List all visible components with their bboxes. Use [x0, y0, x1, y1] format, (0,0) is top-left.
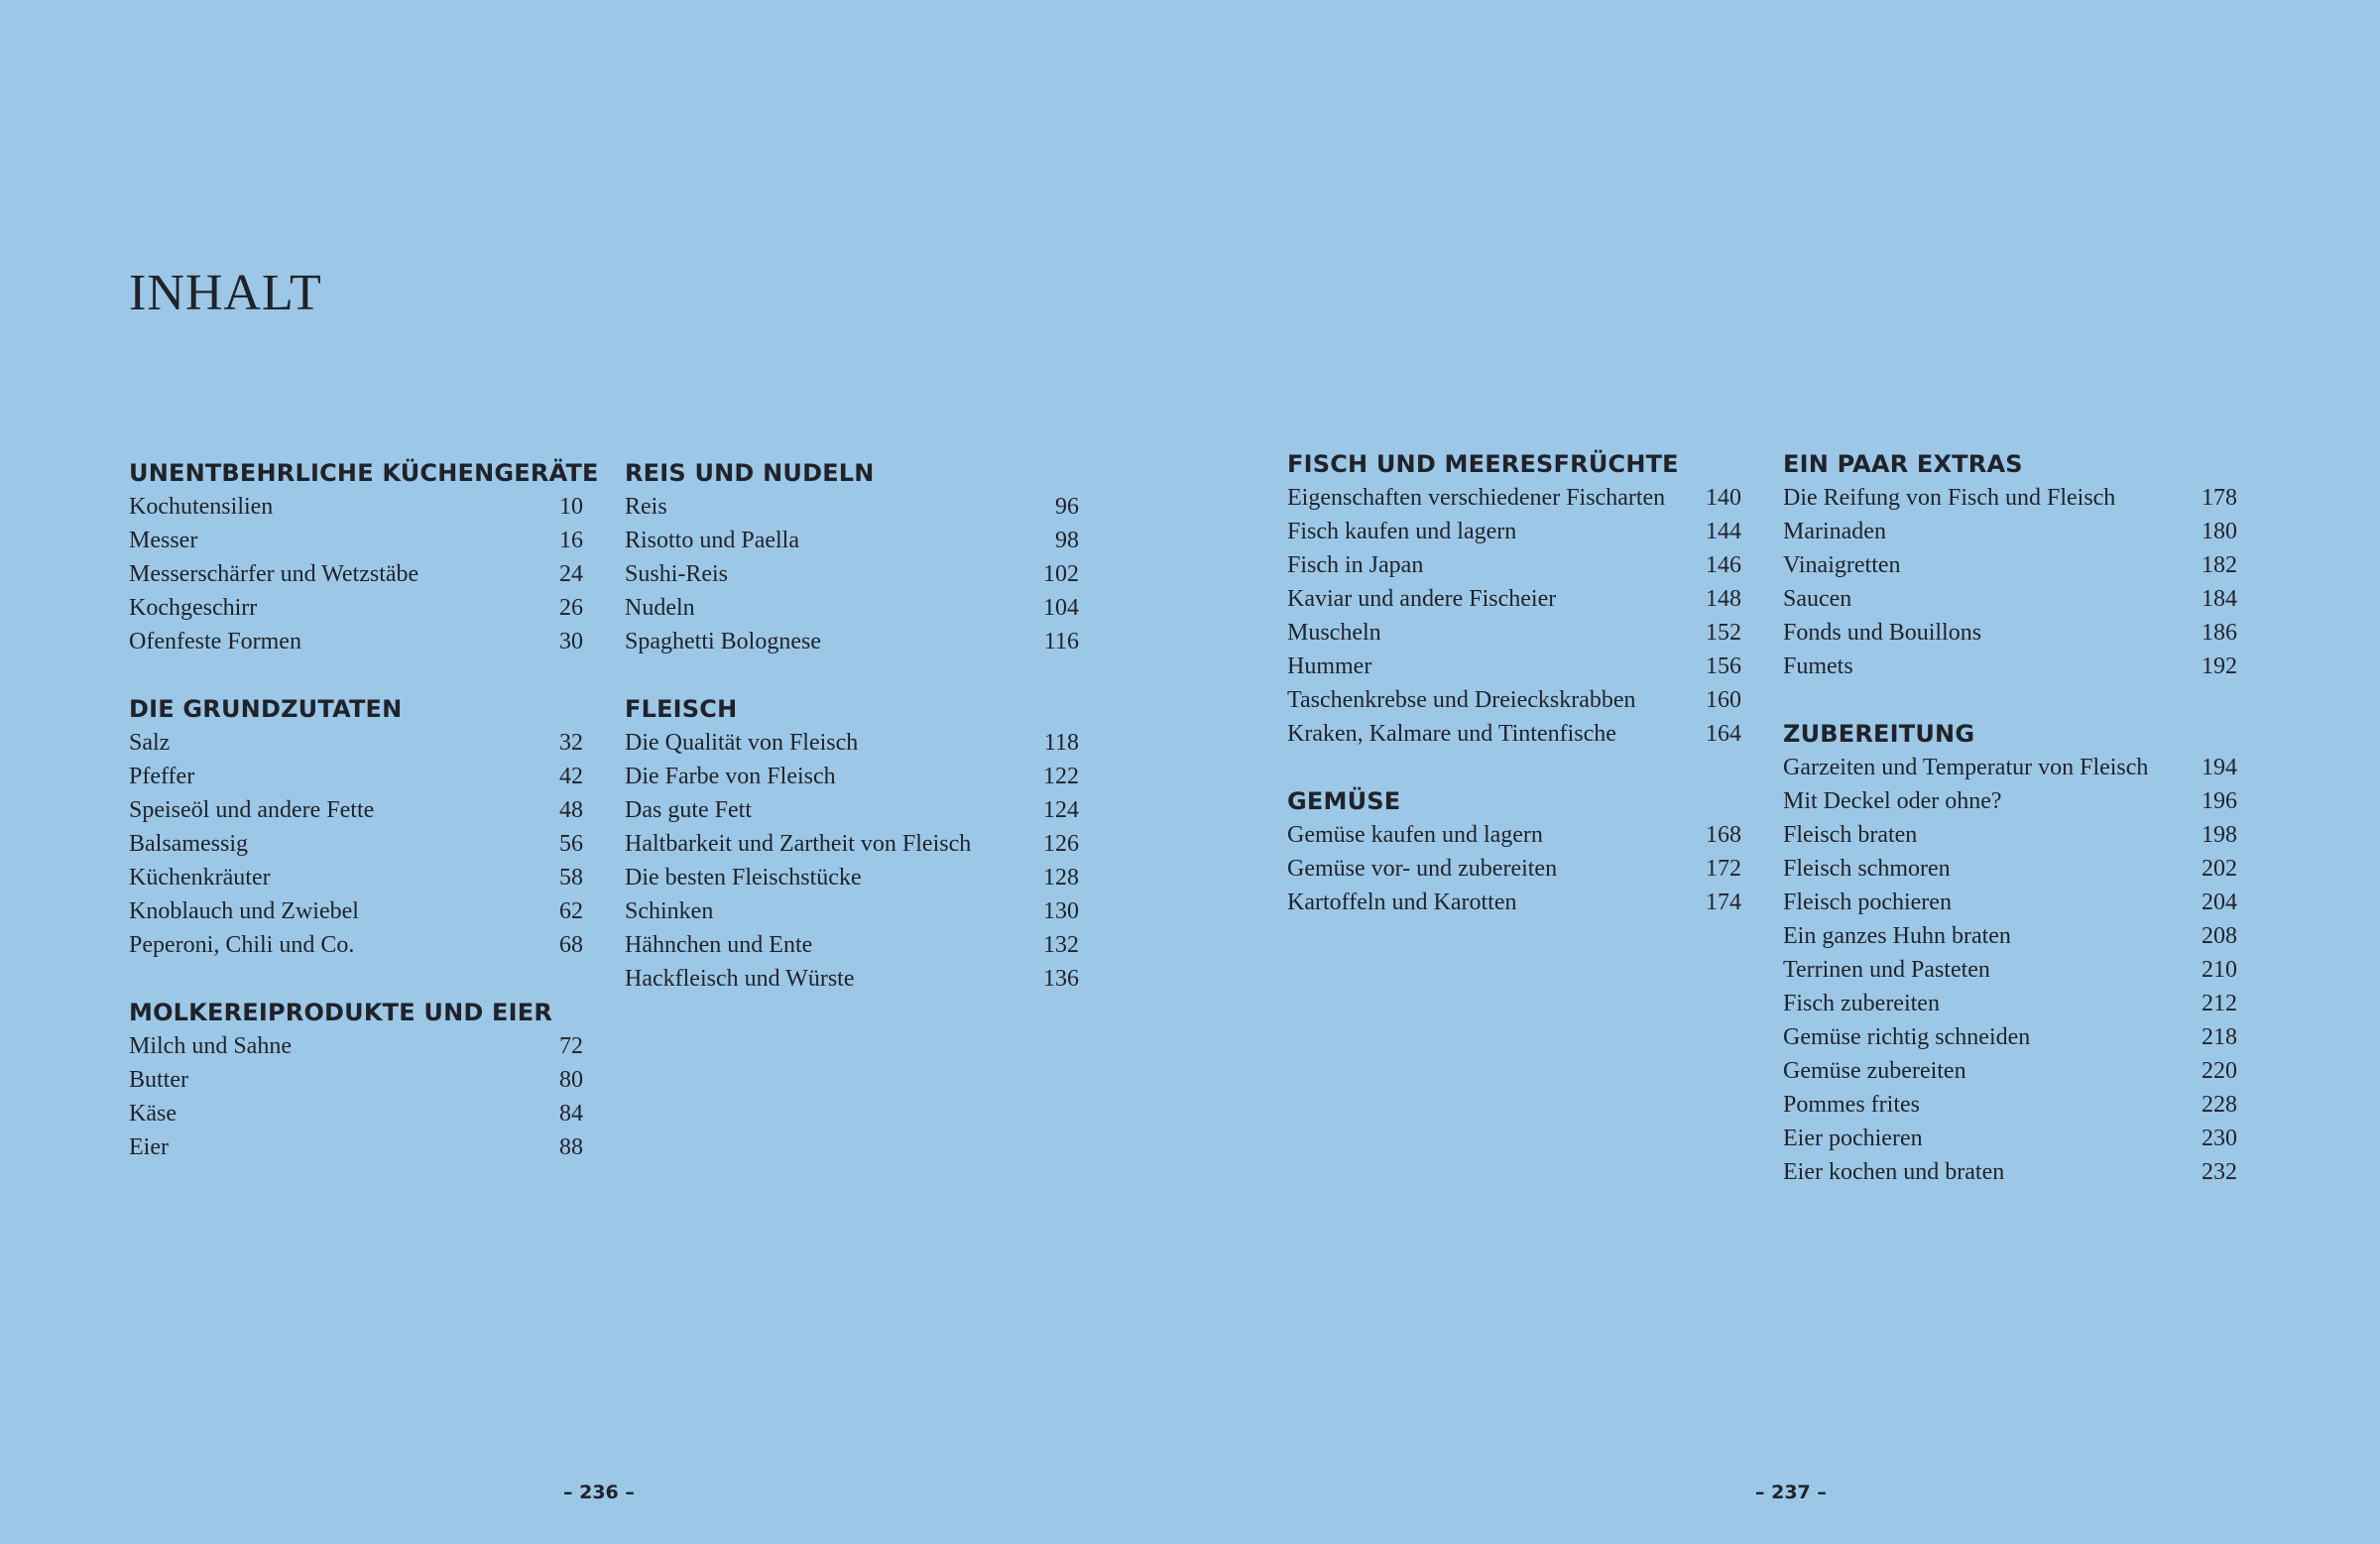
toc-entry-label: Eigenschaften verschiedener Fischarten — [1287, 485, 1666, 511]
toc-entry-label: Gemüse kaufen und lagern — [1287, 822, 1543, 848]
toc-entry-label: Küchenkräuter — [129, 865, 271, 891]
toc-entry-label: Sushi-Reis — [625, 561, 729, 587]
toc-section — [625, 692, 1079, 996]
toc-entry-page-number: 126 — [1043, 831, 1079, 857]
toc-entry-label: Speiseöl und andere Fette — [129, 797, 375, 823]
toc-entry-page-number: 62 — [559, 898, 583, 924]
section-heading: MOLKEREIPRODUKTE UND EIER — [129, 999, 553, 1026]
toc-entry-label: Die Qualität von Fleisch — [625, 730, 859, 756]
toc-entry-label: Ein ganzes Huhn braten — [1783, 923, 2011, 949]
toc-entry-label: Milch und Sahne — [129, 1033, 292, 1059]
toc-entry-label: Fumets — [1783, 653, 1853, 679]
toc-entry-page-number: 102 — [1043, 561, 1079, 587]
toc-entry-page-number: 98 — [1055, 528, 1079, 553]
toc-entry-page-number: 48 — [559, 797, 583, 823]
toc-entry-page-number: 228 — [2202, 1092, 2237, 1118]
section-heading: FISCH UND MEERESFRÜCHTE — [1287, 450, 1679, 478]
toc-entry[interactable] — [129, 827, 583, 861]
toc-entry-page-number: 42 — [559, 764, 583, 789]
toc-entry-label: Fisch zubereiten — [1783, 991, 1940, 1016]
toc-entry[interactable] — [129, 793, 583, 827]
page-number-left: – 236 – — [563, 1482, 635, 1503]
toc-entry-label: Eier kochen und braten — [1783, 1159, 2005, 1185]
toc-entry-page-number: 204 — [2202, 890, 2237, 915]
toc-entry-label: Messerschärfer und Wetzstäbe — [129, 561, 419, 587]
toc-entry-label: Fonds und Bouillons — [1783, 620, 1982, 646]
toc-entry-page-number: 184 — [2202, 586, 2237, 612]
toc-entry-page-number: 192 — [2202, 653, 2237, 679]
toc-entry-page-number: 128 — [1043, 865, 1079, 891]
toc-entry-label: Ofenfeste Formen — [129, 629, 301, 654]
toc-entry[interactable] — [1783, 1088, 2237, 1122]
toc-entry-label: Eier pochieren — [1783, 1126, 1923, 1151]
toc-entry-page-number: 156 — [1706, 653, 1741, 679]
toc-entry-label: Mit Deckel oder ohne? — [1783, 788, 2002, 814]
section-heading: REIS UND NUDELN — [625, 459, 875, 487]
toc-entry[interactable] — [625, 827, 1079, 861]
toc-entry-page-number: 172 — [1706, 856, 1741, 882]
toc-entry[interactable] — [1783, 1155, 2237, 1189]
toc-entry[interactable] — [625, 726, 1079, 760]
toc-column-4 — [1783, 447, 2237, 1223]
toc-entry-page-number: 130 — [1043, 898, 1079, 924]
toc-section — [1783, 447, 2237, 683]
toc-entry-page-number: 56 — [559, 831, 583, 857]
toc-entry-label: Das gute Fett — [625, 797, 752, 823]
toc-entry-page-number: 80 — [559, 1067, 583, 1093]
toc-entry-label: Fleisch pochieren — [1783, 890, 1952, 915]
toc-entry[interactable] — [1783, 616, 2237, 650]
toc-entry-label: Pommes frites — [1783, 1092, 1920, 1118]
toc-entry-label: Pfeffer — [129, 764, 195, 789]
toc-entry[interactable] — [129, 1130, 583, 1164]
toc-entry[interactable] — [1783, 751, 2237, 784]
toc-entry-page-number: 220 — [2202, 1058, 2237, 1084]
section-heading: EIN PAAR EXTRAS — [1783, 450, 2023, 478]
toc-entry-page-number: 132 — [1043, 932, 1079, 958]
toc-entry[interactable] — [1783, 582, 2237, 616]
toc-entry-label: Messer — [129, 528, 198, 553]
toc-entry-label: Kartoffeln und Karotten — [1287, 890, 1517, 915]
toc-entry[interactable] — [1783, 987, 2237, 1020]
toc-entry[interactable] — [1783, 1054, 2237, 1088]
toc-entry-label: Hähnchen und Ente — [625, 932, 813, 958]
toc-entry-page-number: 10 — [559, 494, 583, 520]
toc-entry[interactable] — [1783, 953, 2237, 987]
page-title: INHALT — [129, 265, 322, 321]
toc-entry[interactable] — [1783, 852, 2237, 886]
toc-entry[interactable] — [1783, 650, 2237, 683]
section-heading: UNENTBEHRLICHE KÜCHENGERÄTE — [129, 459, 599, 487]
toc-column-3 — [1287, 447, 1741, 953]
toc-entry[interactable] — [1287, 683, 1741, 717]
toc-entry-label: Risotto und Paella — [625, 528, 799, 553]
toc-entry-label: Knoblauch und Zwiebel — [129, 898, 359, 924]
toc-entry-label: Gemüse zubereiten — [1783, 1058, 1966, 1084]
toc-entry-page-number: 144 — [1706, 519, 1741, 544]
toc-entry[interactable] — [129, 861, 583, 894]
toc-entry-label: Schinken — [625, 898, 714, 924]
toc-entry-page-number: 72 — [559, 1033, 583, 1059]
toc-entry[interactable] — [129, 557, 583, 591]
toc-section — [1287, 784, 1741, 919]
toc-entry-label: Muscheln — [1287, 620, 1381, 646]
toc-entry-page-number: 30 — [559, 629, 583, 654]
toc-entry-page-number: 136 — [1043, 966, 1079, 992]
toc-entry-page-number: 194 — [2202, 755, 2237, 780]
section-heading: DIE GRUNDZUTATEN — [129, 695, 403, 723]
toc-entry-page-number: 58 — [559, 865, 583, 891]
toc-entry-label: Die Farbe von Fleisch — [625, 764, 836, 789]
section-heading: ZUBEREITUNG — [1783, 720, 1975, 748]
toc-entry[interactable] — [1287, 481, 1741, 515]
toc-entry[interactable] — [129, 524, 583, 557]
toc-entry-label: Fisch kaufen und lagern — [1287, 519, 1517, 544]
toc-entry-label: Kraken, Kalmare und Tintenfische — [1287, 721, 1616, 747]
toc-entry[interactable] — [1783, 481, 2237, 515]
toc-entry-label: Fisch in Japan — [1287, 552, 1424, 578]
toc-entry[interactable] — [1287, 582, 1741, 616]
toc-entry[interactable] — [1287, 852, 1741, 886]
toc-entry-page-number: 152 — [1706, 620, 1741, 646]
toc-entry-label: Reis — [625, 494, 667, 520]
toc-entry-label: Eier — [129, 1134, 169, 1160]
toc-section — [129, 692, 583, 962]
toc-entry-page-number: 180 — [2202, 519, 2237, 544]
toc-entry[interactable] — [1783, 548, 2237, 582]
toc-entry-page-number: 178 — [2202, 485, 2237, 511]
toc-entry[interactable] — [1783, 818, 2237, 852]
toc-entry[interactable] — [625, 591, 1079, 625]
toc-entry[interactable] — [1287, 616, 1741, 650]
toc-entry-page-number: 88 — [559, 1134, 583, 1160]
toc-entry-page-number: 160 — [1706, 687, 1741, 713]
toc-entry-page-number: 196 — [2202, 788, 2237, 814]
toc-entry[interactable] — [129, 490, 583, 524]
toc-entry-label: Spaghetti Bolognese — [625, 629, 821, 654]
toc-entry-page-number: 24 — [559, 561, 583, 587]
toc-entry[interactable] — [129, 928, 583, 962]
toc-entry-page-number: 32 — [559, 730, 583, 756]
section-heading: FLEISCH — [625, 695, 738, 723]
toc-entry[interactable] — [1783, 1020, 2237, 1054]
toc-entry[interactable] — [1783, 515, 2237, 548]
toc-entry[interactable] — [1287, 818, 1741, 852]
toc-entry-label: Fleisch braten — [1783, 822, 1918, 848]
toc-entry-label: Taschenkrebse und Dreieckskrabben — [1287, 687, 1636, 713]
toc-entry-label: Peperoni, Chili und Co. — [129, 932, 355, 958]
toc-entry-page-number: 232 — [2202, 1159, 2237, 1185]
toc-entry[interactable] — [625, 557, 1079, 591]
toc-section — [1783, 717, 2237, 1189]
toc-section — [1287, 447, 1741, 751]
toc-entry-page-number: 104 — [1043, 595, 1079, 621]
toc-entry-page-number: 202 — [2202, 856, 2237, 882]
toc-entry-page-number: 208 — [2202, 923, 2237, 949]
toc-entry[interactable] — [129, 1097, 583, 1130]
toc-entry[interactable] — [129, 1029, 583, 1063]
toc-entry-page-number: 212 — [2202, 991, 2237, 1016]
toc-entry-page-number: 146 — [1706, 552, 1741, 578]
toc-entry-page-number: 186 — [2202, 620, 2237, 646]
toc-entry[interactable] — [1287, 886, 1741, 919]
toc-entry-label: Hummer — [1287, 653, 1372, 679]
toc-entry[interactable] — [1783, 1122, 2237, 1155]
toc-entry-label: Kochutensilien — [129, 494, 274, 520]
toc-entry-page-number: 230 — [2202, 1126, 2237, 1151]
toc-entry[interactable] — [129, 760, 583, 793]
toc-entry-page-number: 68 — [559, 932, 583, 958]
toc-entry-page-number: 26 — [559, 595, 583, 621]
toc-entry[interactable] — [1287, 717, 1741, 751]
toc-entry-label: Die Reifung von Fisch und Fleisch — [1783, 485, 2116, 511]
toc-entry-page-number: 122 — [1043, 764, 1079, 789]
toc-entry-label: Fleisch schmoren — [1783, 856, 1951, 882]
toc-entry[interactable] — [625, 625, 1079, 658]
toc-entry-page-number: 124 — [1043, 797, 1079, 823]
toc-entry-label: Gemüse vor- und zubereiten — [1287, 856, 1558, 882]
toc-entry-label: Die besten Fleischstücke — [625, 865, 862, 891]
toc-entry-label: Garzeiten und Temperatur von Fleisch — [1783, 755, 2149, 780]
toc-entry[interactable] — [129, 894, 583, 928]
toc-entry-label: Saucen — [1783, 586, 1852, 612]
toc-entry-label: Käse — [129, 1101, 177, 1127]
toc-entry[interactable] — [129, 1063, 583, 1097]
toc-entry-label: Terrinen und Pasteten — [1783, 957, 1990, 983]
toc-entry-label: Butter — [129, 1067, 188, 1093]
toc-entry-page-number: 168 — [1706, 822, 1741, 848]
toc-entry-label: Gemüse richtig schneiden — [1783, 1024, 2031, 1050]
toc-entry-page-number: 210 — [2202, 957, 2237, 983]
toc-entry[interactable] — [625, 861, 1079, 894]
toc-entry[interactable] — [1783, 919, 2237, 953]
toc-entry-page-number: 140 — [1706, 485, 1741, 511]
toc-entry-page-number: 116 — [1043, 629, 1079, 654]
toc-entry-label: Hackfleisch und Würste — [625, 966, 855, 992]
toc-entry-page-number: 174 — [1706, 890, 1741, 915]
toc-entry[interactable] — [625, 894, 1079, 928]
toc-entry[interactable] — [625, 793, 1079, 827]
toc-entry[interactable] — [1287, 548, 1741, 582]
toc-entry-label: Salz — [129, 730, 171, 756]
toc-entry-page-number: 118 — [1043, 730, 1079, 756]
toc-entry[interactable] — [625, 490, 1079, 524]
toc-entry-page-number: 16 — [559, 528, 583, 553]
toc-section — [625, 456, 1079, 658]
toc-entry-page-number: 164 — [1706, 721, 1741, 747]
toc-section — [129, 456, 599, 658]
toc-entry-page-number: 84 — [559, 1101, 583, 1127]
toc-entry-label: Haltbarkeit und Zartheit von Fleisch — [625, 831, 972, 857]
toc-entry-label: Nudeln — [625, 595, 695, 621]
page-number-right: – 237 – — [1755, 1482, 1827, 1503]
toc-entry[interactable] — [625, 928, 1079, 962]
toc-entry[interactable] — [625, 962, 1079, 996]
toc-entry[interactable] — [625, 760, 1079, 793]
toc-entry[interactable] — [129, 591, 583, 625]
toc-entry-page-number: 182 — [2202, 552, 2237, 578]
toc-column-1 — [129, 456, 599, 1198]
toc-entry[interactable] — [129, 726, 583, 760]
toc-entry-page-number: 218 — [2202, 1024, 2237, 1050]
toc-entry[interactable] — [1783, 784, 2237, 818]
toc-entry-label: Marinaden — [1783, 519, 1886, 544]
toc-entry-page-number: 198 — [2202, 822, 2237, 848]
toc-column-2 — [625, 456, 1079, 1029]
toc-entry-label: Kochgeschirr — [129, 595, 258, 621]
toc-entry-label: Balsamessig — [129, 831, 248, 857]
toc-entry-page-number: 148 — [1706, 586, 1741, 612]
toc-section — [129, 996, 583, 1164]
section-heading: GEMÜSE — [1287, 787, 1401, 815]
toc-entry[interactable] — [1287, 650, 1741, 683]
toc-entry[interactable] — [1287, 515, 1741, 548]
toc-entry-page-number: 96 — [1055, 494, 1079, 520]
toc-entry[interactable] — [1783, 886, 2237, 919]
toc-entry[interactable] — [129, 625, 583, 658]
toc-entry[interactable] — [625, 524, 1079, 557]
toc-entry-label: Kaviar und andere Fischeier — [1287, 586, 1557, 612]
toc-entry-label: Vinaigretten — [1783, 552, 1901, 578]
